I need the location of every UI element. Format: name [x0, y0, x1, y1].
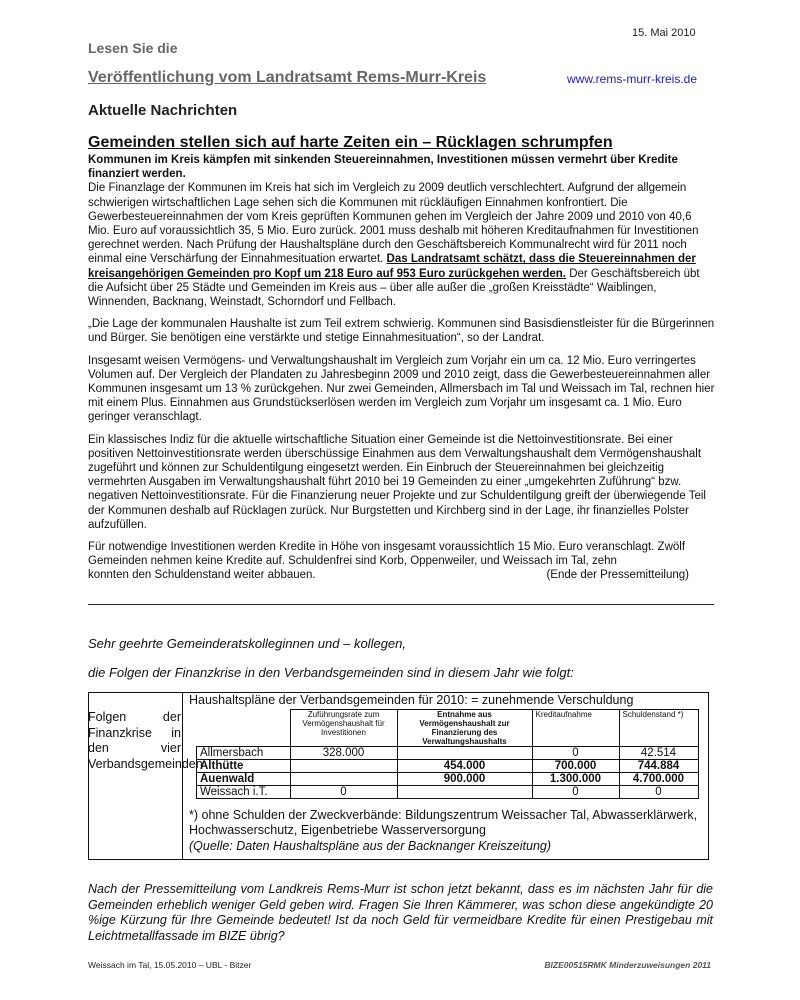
- table-cell: 1.300.000: [532, 773, 619, 786]
- table-header-cell: Kreditaufnahme: [532, 710, 619, 747]
- footer-left: Weissach im Tal, 15.05.2010 – UBL - Bitzer: [88, 960, 252, 970]
- article-paragraph-5: Für notwendige Investitionen werden Kredite in Höhe von insgesamt voraussichtlich 15 Mio. Euro veranschlagt. Zwölf Gemeinden nehmen keine Kredite auf. Schuldenfrei sind Korb, Oppenweiler, und Weissach im Tal, zehn: [88, 541, 686, 568]
- table-row: [197, 747, 699, 760]
- table-header-cell: [197, 710, 291, 747]
- section-title: Aktuelle Nachrichten: [88, 102, 238, 119]
- article-paragraph-1: [88, 181, 715, 309]
- table-cell: 454.000: [397, 760, 532, 773]
- table-cell: Auenwald: [197, 773, 291, 786]
- paragraph-1-text-b: Der Geschäftsbereich übt die Aufsicht über 25 Städte und Gemeinden im Kreis aus – über alle außer die „großen Kreisstädte“ Waiblingen, Winnenden, Backnang, Weinstadt, Schorndorf und Fellbach.: [88, 267, 700, 309]
- letter-salutation: Sehr geehrte Gemeinderatskolleginnen und – kollegen,: [88, 636, 406, 651]
- table-cell: Allmersbach: [197, 747, 291, 760]
- table-cell: 0: [619, 786, 698, 799]
- table-cell: 42.514: [619, 747, 698, 760]
- table-cell: [290, 773, 397, 786]
- article-paragraph-2: „Die Lage der kommunalen Haushalte ist zum Teil extrem schwierig. Kommunen sind Basisdienstleister für die Bürgerinnen und Bürger. Sie benötigen eine verstärkte und stetige Einnahmesituation“, so der Landrat.: [88, 318, 715, 345]
- table-row: [197, 786, 699, 799]
- table-footnote: *) ohne Schulden der Zweckverbände: Bildungszentrum Weissacher Tal, Abwasserklärwerk, Hochwasserschutz, Eigenbetriebe Wasserversorgung: [189, 808, 698, 837]
- article-paragraph-3: Insgesamt weisen Vermögens- und Verwaltungshaushalt im Vergleich zum Vorjahr ein um ca. 12 Mio. Euro verringertes Volumen auf. Der Vergleich der Plandaten zu Jahresbeginn 2009 und 2010 zeigt, dass die Gewerbesteuereinnahmen aller Kommunen insgesamt um 13 % zurückgehen. Nur zwei Gemeinden, Allmersbach im Tal und Weissach im Tal, rechnen hier mit einem Plus. Einnahmen aus Grundstückserlösen werden im Vergleich zum Vorjahr um insgesamt ca. 1 Mio. Euro geringer veranschlagt.: [88, 354, 715, 424]
- table-cell: 0: [290, 786, 397, 799]
- source-url-link[interactable]: www.rems-murr-kreis.de: [567, 72, 698, 86]
- finance-table-side-label: Folgen der Finanzkrise in den vier Verbandsgemeinden: [88, 710, 203, 771]
- table-cell: Althütte: [197, 760, 291, 773]
- table-cell: 0: [532, 747, 619, 760]
- letter-closing: Nach der Pressemitteilung vom Landkreis Rems-Murr ist schon jetzt bekannt, dass es im nächsten Jahr für die Gemeinden erheblich weniger Geld geben wird. Fragen Sie Ihren Kämmerer, was schon diese angekündigte 20 %ige Kürzung für Ihre Gemeinde bedeutet! Ist da noch Geld für vermeidbare Kredite für einen Prestigebau mit Leichtmetallfassade im BIZE übrig?: [88, 882, 713, 943]
- paragraph-1-text-a: Die Finanzlage der Kommunen im Kreis hat sich im Vergleich zu 2009 deutlich verschlechtert. Aufgrund der allgemein schwierigen wirtschaftlichen Lage sehen sich die Kommunen mit rückläufigen Einnahmen konfrontiert. Die Gewerbesteuereinnahmen der vom Kreis geprüften Kommunen gehen im Vergleich der Jahre 2009 und 2010 von 40,6 Mio. Euro auf voraussichtlich 35, 5 Mio. Euro zurück. 2001 muss deshalb mit höheren Kreditaufnahmen für Investitionen gerechnet werden. Nach Prüfung der Haushaltspläne durch den Geschäftsbereich Kommunalrecht wird für 2011 noch einmal eine Verschärfung der Einnahmesituation erwartet.: [88, 182, 699, 266]
- paragraph-5-last-line: konnten den Schuldenstand weiter abbauen.: [88, 569, 316, 582]
- table-cell: Weissach i.T.: [197, 786, 291, 799]
- table-header-cell: Schuldenstand *): [619, 710, 698, 747]
- section-divider: [88, 604, 714, 605]
- table-cell: [397, 786, 532, 799]
- table-cell: 0: [532, 786, 619, 799]
- article-lead: Kommunen im Kreis kämpfen mit sinkenden Steuereinnahmen, Investitionen müssen vermehrt über Kredite finanziert werden.: [88, 154, 678, 181]
- press-release-end-note: (Ende der Pressemitteilung): [546, 569, 689, 582]
- table-header-row: [197, 710, 699, 747]
- article-headline: Gemeinden stellen sich auf harte Zeiten ein – Rücklagen schrumpfen: [88, 134, 613, 151]
- table-cell: [397, 747, 532, 760]
- table-cell: 328.000: [290, 747, 397, 760]
- table-header-cell: Entnahme aus Vermögenshaushalt zur Finanzierung des Verwaltungshaushalts: [397, 710, 532, 747]
- intro-line: Lesen Sie die: [88, 40, 178, 56]
- table-cell: 4.700.000: [619, 773, 698, 786]
- paragraph-1-highlight: Das Landratsamt schätzt, dass die Steuereinnahmen der kreisangehörigen Gemeinden pro Kopf um 218 Euro auf 953 Euro zurückgehen werden.: [88, 253, 696, 280]
- table-row: [197, 760, 699, 773]
- finance-table-title: Haushaltspläne der Verbandsgemeinden für 2010: = zunehmende Verschuldung: [189, 693, 634, 707]
- table-cell: [290, 760, 397, 773]
- publication-title: Veröffentlichung vom Landratsamt Rems-Murr-Kreis: [88, 69, 487, 86]
- table-row: [197, 773, 699, 786]
- table-cell: 900.000: [397, 773, 532, 786]
- document-date: 15. Mai 2010: [632, 27, 696, 39]
- finance-table: [196, 709, 699, 799]
- table-header-cell: Zuführungsrate zum Vermögenshaushalt für Investitionen: [290, 710, 397, 747]
- article-paragraph-4: Ein klassisches Indiz für die aktuelle wirtschaftliche Situation einer Gemeinde ist die Nettoinvestitionsrate. Bei einer positiven Nettoinvestitionsrate werden überschüssige Einahmen aus dem Verwaltungshaushalt dem Vermögenshaushalt zugeführt und können zur Schuldentilgung eingesetzt werden. Ein Einbruch der Steuereinnahmen bei gleichzeitig vermehrten Ausgaben im Verwaltungshaushalt führt 2010 bei 19 Gemeinden zu einer „umgekehrten Zuführung“ bzw. negativen Nettoinvestitionsrate. Für die Finanzierung neuer Projekte und zur Schuldentilgung greift der überwiegende Teil der Kommunen deshalb auf Rücklagen zurück. Nur Burgstetten und Kirchberg sind in der Lage, ihr finanzielles Polster aufzufüllen.: [88, 433, 706, 531]
- table-cell: 744.884: [619, 760, 698, 773]
- table-cell: 700.000: [532, 760, 619, 773]
- article-body: [88, 153, 715, 583]
- article-end-row: [88, 568, 715, 582]
- footer-right: BIZE00515RMK Minderzuweisungen 2011: [544, 960, 711, 970]
- letter-intro: die Folgen der Finanzkrise in den Verbandsgemeinden sind in diesem Jahr wie folgt:: [88, 665, 574, 680]
- finance-table-divider: [182, 692, 183, 860]
- table-source: (Quelle: Daten Haushaltspläne aus der Backnanger Kreiszeitung): [189, 839, 552, 853]
